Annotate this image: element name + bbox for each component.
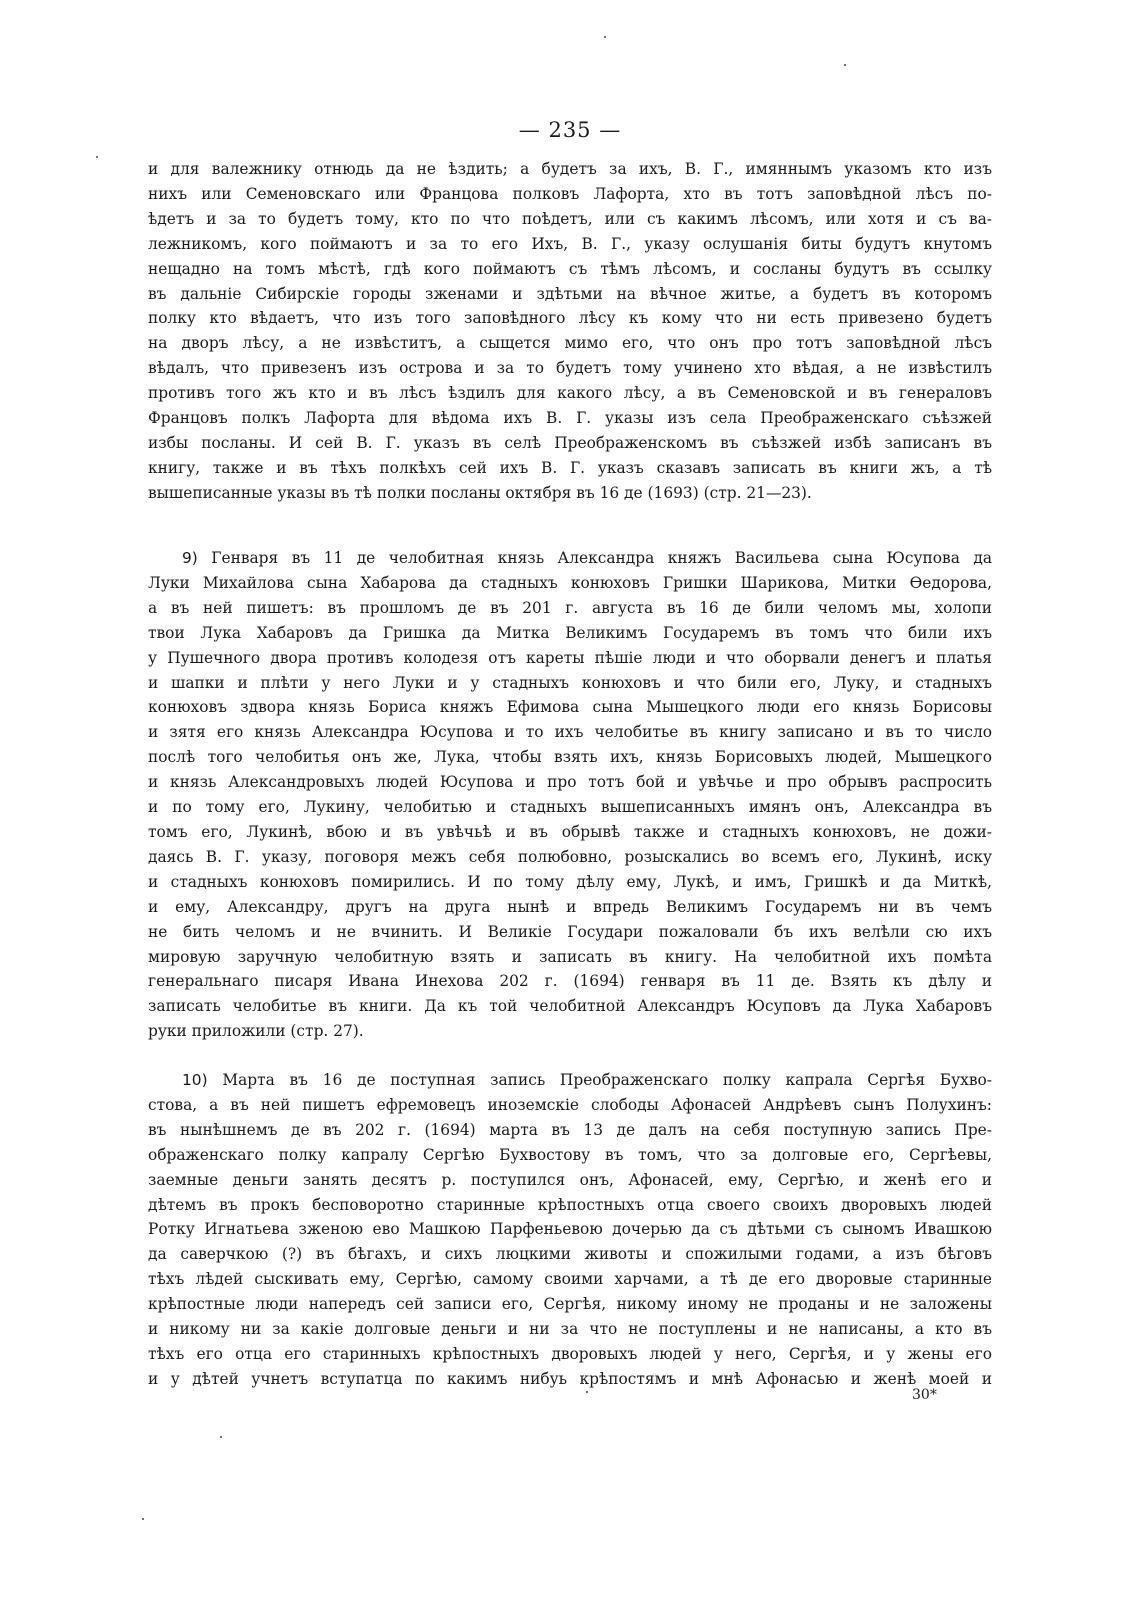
text-line: Генваря въ 11 де челобитная князь Александра княжъ Васильева сына Юсупова да — [211, 549, 992, 567]
text-line-first — [148, 1068, 992, 1093]
text-line: а въ ней пишетъ: въ прошломъ де въ 201 г. августа въ 16 де били челомъ мы, холопи — [148, 598, 992, 617]
text-line: заемные деньги занять десятъ р. поступился онъ, Афонасей, ему, Сергѣю, и женѣ его и — [148, 1170, 992, 1189]
text-line: лежникомъ, кого поймаютъ и за то его Ихъ, В. Г., указу ослушанія биты будутъ кнутомъ — [148, 234, 992, 253]
text-line: Марта въ 16 де поступная запись Преображенскаго полку капрала Сергѣя Бухво- — [222, 1071, 992, 1089]
text-line: даясь В. Г. указу, поговоря межъ себя полюбовно, розыскались во всемъ его, Лукинѣ, иску — [148, 847, 992, 866]
text-line: нихъ или Семеновскаго или Францова полковъ Лафорта, хто въ тотъ заповѣдной лѣсъ по- — [148, 184, 992, 203]
text-line: и зятя его князь Александра Юсупова и то ихъ челобитье въ книгу записано и въ то число — [148, 723, 992, 742]
text-line: записать челобитье въ книги. Да къ той челобитной Александръ Юсуповъ да Лука Хабаровъ — [148, 997, 992, 1016]
text-line: Ротку Игнатьева зженою ево Машкою Парфеньевою дочерью да съ дѣтьми съ сыномъ Ивашкою — [148, 1220, 992, 1239]
text-line: на дворъ лѣсу, а не извѣститъ, а сыщется мимо его, что онъ про тотъ заповѣдной лѣсъ — [148, 334, 992, 353]
scan-speck — [586, 1391, 588, 1393]
text-line: книгу, также и въ тѣхъ полкѣхъ сей ихъ В. Г. указъ сказавъ записать въ книги жъ, а тѣ — [148, 458, 992, 477]
text-line: и для валежнику отнюдь да не ѣздить; а будетъ за ихъ, В. Г., имяннымъ указомъ кто изъ — [148, 160, 992, 178]
text-line: послѣ того челобитья онъ же, Лука, чтобы взять ихъ, князь Борисовыхъ людей, Мышецкого — [148, 748, 992, 767]
text-line: и по тому его, Лукину, челобитью и стадныхъ вышеписанныхъ имянъ онъ, Александра въ — [148, 798, 992, 817]
signature-mark: 30* — [912, 1387, 937, 1403]
text-line: мировую заручную челобитную взять и записать въ книгу. На челобитной ихъ помѣта — [148, 947, 992, 966]
text-line: да саверчкою (?) въ бѣгахъ, и сихъ люцкими животы и спожилыми годами, а изъ бѣговъ — [148, 1245, 992, 1264]
text-line: твои Лука Хабаровъ да Гришка да Митка Великимъ Государемъ въ томъ что били ихъ — [148, 623, 992, 642]
text-line: нещадно на томъ мѣстѣ, гдѣ кого поймаютъ съ тѣмъ лѣсомъ, и сосланы будутъ въ ссылку — [148, 259, 992, 278]
text-line: вышеписанные указы въ тѣ полки посланы октября въ 16 де (1693) (стр. 21—23). — [148, 483, 812, 502]
text-line: руки приложили (стр. 27). — [148, 1022, 364, 1041]
text-line-first — [148, 546, 992, 571]
text-line: не бить челомъ и не вчинить. И Великіе Государи пожаловали бъ ихъ велѣли сю ихъ — [148, 922, 992, 941]
text-line: вѣдалъ, что привезенъ изъ острова и за то будетъ тому учинено хто вѣдая, а не извѣстилъ — [148, 359, 992, 378]
text-line: дѣтемъ въ прокъ бесповоротно старинные крѣпостныхъ отца своего своихъ дворовыхъ людей — [148, 1195, 992, 1214]
scan-speck — [142, 1518, 144, 1520]
text-line: генеральнаго писаря Ивана Инехова 202 г. (1694) генваря въ 11 де. Взять къ дѣлу и — [148, 972, 992, 991]
text-line: и стадныхъ конюховъ помирились. И по тому дѣлу ему, Лукѣ, и имъ, Гришкѣ и да Миткѣ, — [148, 872, 992, 891]
text-line: стова, а въ ней пишетъ ефремовецъ иноземскіе слободы Афонасей Андрѣевъ сынъ Полухинъ: — [148, 1095, 992, 1114]
text-line: Луки Михайлова сына Хабарова да стадныхъ конюховъ Гришки Шарикова, Митки Ѳедорова, — [148, 573, 992, 592]
paragraph-10 — [148, 1068, 992, 1392]
text-line: избы посланы. И сей В. Г. указъ въ селѣ Преображенскомъ въ съѣзжей избѣ записанъ въ — [148, 433, 992, 452]
text-line: полку кто вѣдаетъ, что изъ того заповѣдного лѣсу къ кому что ни есть привезено будетъ — [148, 309, 992, 328]
text-line: и шапки и плѣти у него Луки и у стадныхъ конюховъ и что били его, Луку, и стадныхъ — [148, 673, 992, 692]
text-line: конюховъ здвора князь Бориса княжъ Ефимова сына Мышецкого люди его князь Борисовы — [148, 698, 992, 717]
paragraph-9 — [148, 546, 992, 1044]
text-line: противъ того жъ кто и въ лѣсъ ѣздилъ для какого лѣсу, а въ Семеновской и въ генераловъ — [148, 384, 992, 403]
page-number: — 235 — — [518, 118, 622, 142]
scan-speck — [844, 64, 846, 66]
text-line: въ нынѣшнемъ де въ 202 г. (1694) марта въ 13 де далъ на себя поступную запись Пре- — [148, 1120, 992, 1139]
scan-speck — [96, 156, 98, 158]
scan-speck — [220, 1436, 222, 1438]
text-line: и ему, Александру, другъ на друга нынѣ и впредь Великимъ Государемъ ни въ чемъ — [148, 897, 992, 916]
text-line: въ дальніе Сибирскіе городы зженами и здѣтьми на вѣчное житье, а будетъ въ которомъ — [148, 284, 992, 303]
paragraph-continuation — [148, 157, 992, 506]
paragraph-number: 10) — [182, 1071, 208, 1089]
text-line: и никому ни за какіе долговые деньги и ни за что не поступлены и не написаны, а кто въ — [148, 1320, 992, 1339]
text-line: крѣпостные люди напередъ сей записи его, Сергѣя, никому иному не проданы и не заложены — [148, 1295, 992, 1314]
text-line: томъ его, Лукинѣ, вбою и въ увѣчьѣ и въ обрывѣ также и стадныхъ конюховъ, не дожи- — [148, 822, 992, 841]
text-line: ѣдетъ и за то будетъ тому, кто по что поѣдетъ, или съ какимъ лѣсомъ, или хотя и съ ва- — [148, 209, 992, 228]
scan-speck — [604, 36, 606, 38]
text-line: и князь Александровыхъ людей Юсупова и про тотъ бой и увѣчье и про обрывъ распросить — [148, 773, 992, 792]
text-line: ображенскаго полку капралу Сергѣю Бухвостову въ томъ, что за долговые его, Сергѣевы, — [148, 1145, 992, 1164]
paragraph-number: 9) — [182, 549, 198, 567]
text-line: и у дѣтей учнетъ вступатца по какимъ нибуь крѣпостямъ и мнѣ Афонасью и женѣ моей и — [148, 1369, 992, 1388]
text-line: Францовъ полкъ Лафорта для вѣдома ихъ В. Г. указы изъ села Преображенскаго съѣзжей — [148, 409, 992, 428]
text-line: у Пушечного двора противъ колодезя отъ кареты пѣшіе люди и что оборвали денегъ и платья — [148, 648, 992, 667]
text-line: тѣхъ его отца его старинныхъ крѣпостныхъ дворовыхъ людей у него, Сергѣя, и у жены его — [148, 1344, 992, 1363]
text-line: тѣхъ лѣдей сыскивать ему, Сергѣю, самому своими харчами, а тѣ де его дворовые старинные — [148, 1270, 992, 1289]
